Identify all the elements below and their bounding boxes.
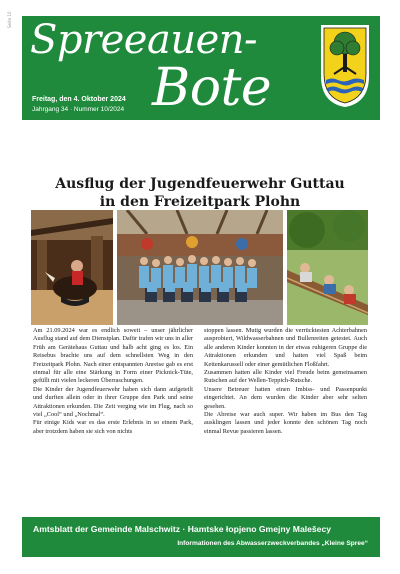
headline-line1: Ausflug der Jugendfeuerwehr Guttau <box>55 176 345 193</box>
masthead-title-line1: Spreeauen- <box>30 17 258 63</box>
masthead <box>22 16 380 120</box>
footer-official-gazette: Amtsblatt der Gemeinde Malschwitz · Hamtske łopjeno Gmejny Malešecy <box>33 524 332 534</box>
article-paragraph: Unsere Betreuer hatten einen Imbiss- und Passenpunkt eingerichtet. An dem wurden die Kinder aber sehr selten gesehen. <box>204 385 367 410</box>
article-paragraph: Für einige Kids war es das erste Erlebnis in so einem Park, aber trotzdem haben sie sich von nichts <box>33 419 193 435</box>
footer-banner <box>22 517 380 557</box>
article-paragraph: Die Abreise war auch super. Wir haben im Bus den Tag ausklingen lassen und jeder konnte den schönen Tag noch einmal Revue passieren lassen. <box>204 411 367 435</box>
article-paragraph: Am 21.09.2024 war es endlich soweit – unser jährlicher Ausflug stand auf dem Dienstplan. Dafür trafen wir uns in aller Früh am Gerätehaus Guttau und halb acht ging es los. Ein Reisebus brachte uns auf dem schnellsten Weg in den Freizeitpark Plohn. Nach einer entspannten Anreise gab es erst einmal für alle eine Stärkung in Form einer Picknick-Tüte, gefüllt mit vielen leckeren Überraschungen. <box>33 327 193 385</box>
issue-date: Freitag, den 4. Oktober 2024 <box>32 96 126 103</box>
issue-number: Jahrgang 34 · Nummer 10/2024 <box>32 106 125 113</box>
headline-line2: in den Freizeitpark Plohn <box>99 194 301 211</box>
masthead-title-line2: Bote <box>152 58 272 118</box>
municipal-crest-icon <box>320 24 370 108</box>
photo-group <box>117 210 283 325</box>
photo-bull-riding <box>31 210 113 325</box>
article-paragraph: Die Kinder der Jugendfeuerwehr haben sich dann aufgeteilt und durften allein oder in ihrer Gruppe den Park und seine Attraktionen erkunden. Die Zeit verging wie im Flug, nach so viel „Cool“ und „Nochmal“. <box>33 385 193 419</box>
article-paragraph: stoppen lassen. Mutig wurden die verrücktesten Achterbahnen ausprobiert, Wildwasserbahnen und Bullenreiten getestet. Auch alle anderen Kinder konnten in der etwas ruhigeren Gruppe die Attraktionen erkunden und hatten viel Spaß beim Kettenkarussell oder einer gemütlichen Floßfahrt. <box>204 327 367 368</box>
photo-ride <box>287 210 368 325</box>
article-column-right <box>204 327 367 436</box>
footer-association-info: Informationen des Abwasserzweckverbandes „Kleine Spree“ <box>177 540 368 547</box>
article-headline <box>30 175 370 211</box>
article-paragraph: Zusammen hatten alle Kinder viel Freude beim gemeinsamen Rutschen auf der Wellen-Teppich-Rutsche. <box>204 369 367 385</box>
page-side-note: Seite 10 <box>7 11 12 28</box>
article-column-left <box>33 327 193 436</box>
